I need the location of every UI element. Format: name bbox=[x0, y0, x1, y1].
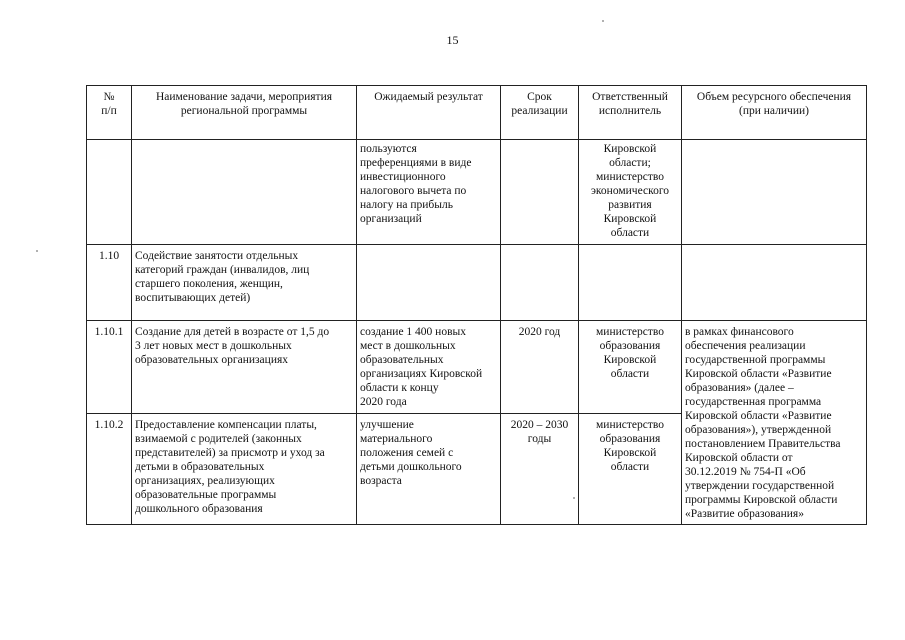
row-task bbox=[132, 140, 357, 245]
row-task: Создание для детей в возрасте от 1,5 до 3 лет новых мест в дошкольных образовательных организациях bbox=[132, 321, 357, 414]
header-num: № п/п bbox=[87, 86, 132, 140]
program-table bbox=[86, 85, 867, 525]
table-row bbox=[87, 245, 867, 321]
merged-resources-cell: в рамках финансового обеспечения реализации государственной программы Кировской области «Развитие образования» (далее – государственная программа Кировской области «Развитие образования»), утвержденной постановлением Правительства Кировской области от 30.12.2019 № 754-П «Об утверждении государственной программы Кировской области «Развитие образования» bbox=[682, 321, 867, 525]
row-task: Содействие занятости отдельных категорий граждан (инвалидов, лиц старшего поколения, женщин, воспитывающих детей) bbox=[132, 245, 357, 321]
row-num: 1.10.1 bbox=[87, 321, 132, 414]
table-row bbox=[87, 321, 867, 414]
row-result: пользуются преференциями в виде инвестиционного налогового вычета по налогу на прибыль организаций bbox=[357, 140, 501, 245]
table-header-row bbox=[87, 86, 867, 140]
row-resources bbox=[682, 140, 867, 245]
row-num bbox=[87, 140, 132, 245]
row-responsible: Кировской области; министерство экономического развития Кировской области bbox=[579, 140, 682, 245]
scan-speck bbox=[573, 497, 575, 499]
row-result bbox=[357, 245, 501, 321]
row-term: 2020 год bbox=[501, 321, 579, 414]
row-task: Предоставление компенсации платы, взимаемой с родителей (законных представителей) за присмотр и уход за детьми в образовательных организациях, реализующих образовательные программы дошкольного образования bbox=[132, 414, 357, 525]
row-term bbox=[501, 140, 579, 245]
header-resources: Объем ресурсного обеспечения (при наличии) bbox=[682, 86, 867, 140]
scan-speck bbox=[602, 20, 604, 22]
row-responsible: министерство образования Кировской области bbox=[579, 321, 682, 414]
row-result: создание 1 400 новых мест в дошкольных образовательных организациях Кировской области к концу 2020 года bbox=[357, 321, 501, 414]
row-num: 1.10 bbox=[87, 245, 132, 321]
row-responsible bbox=[579, 245, 682, 321]
page-number: 15 bbox=[446, 33, 459, 47]
scan-speck bbox=[36, 250, 38, 252]
row-result: улучшение материального положения семей с детьми дошкольного возраста bbox=[357, 414, 501, 525]
table-row bbox=[87, 140, 867, 245]
header-result: Ожидаемый результат bbox=[357, 86, 501, 140]
row-resources bbox=[682, 245, 867, 321]
header-responsible: Ответственный исполнитель bbox=[579, 86, 682, 140]
header-term: Срок реализации bbox=[501, 86, 579, 140]
header-task: Наименование задачи, мероприятия региональной программы bbox=[132, 86, 357, 140]
row-responsible: министерство образования Кировской области bbox=[579, 414, 682, 525]
row-term bbox=[501, 245, 579, 321]
row-term: 2020 – 2030 годы bbox=[501, 414, 579, 525]
row-num: 1.10.2 bbox=[87, 414, 132, 525]
